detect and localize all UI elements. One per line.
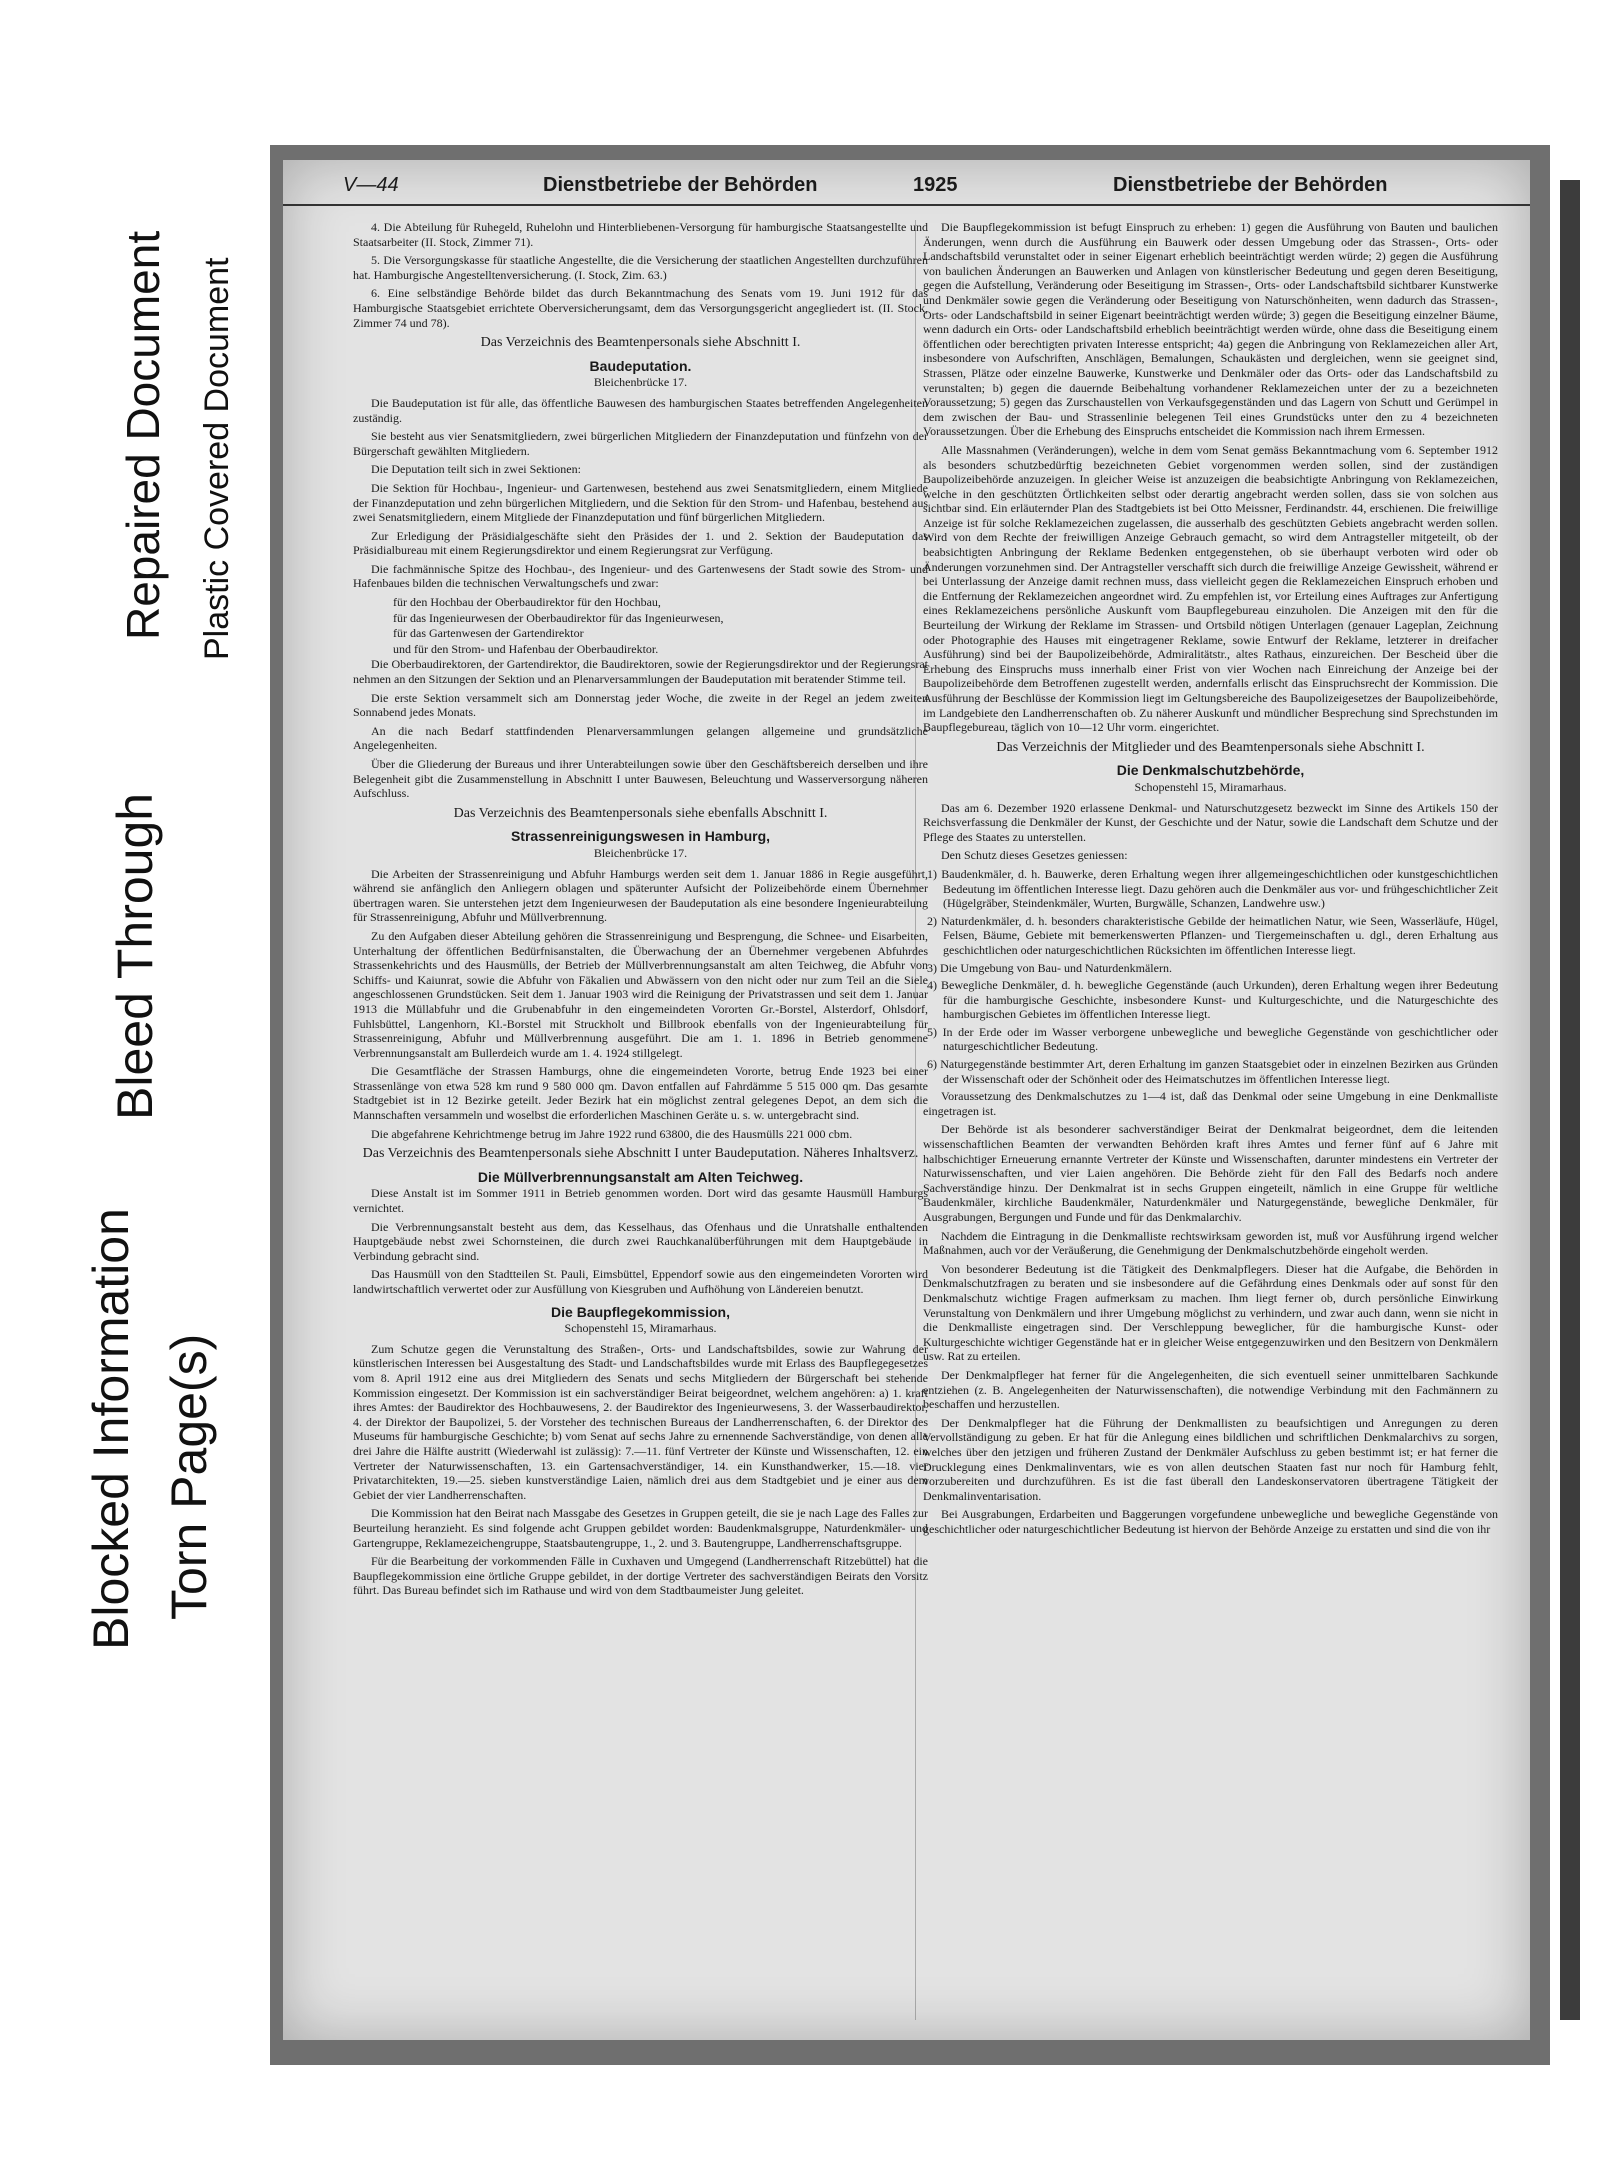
- paragraph: Bei Ausgrabungen, Erdarbeiten und Baggerungen vorgefundene unbewegliche und bewegliche Gegenstände von geschichtlicher oder naturgeschichtlicher Bedeutung ist hiervon der Behörde Anzeige zu erstatten und sind die von ihr: [923, 1507, 1498, 1536]
- list-item: 4) Bewegliche Denkmäler, d. h. bewegliche Gegenstände (auch Urkunden), deren Erhaltung wegen ihrer Bedeutung für die hamburgische Geschichte, insbesondere Kunst- und Kulturgeschichte, und die Naturgeschichte des hamburgischen Gebietes im öffentlichen Interesse liegt.: [927, 978, 1498, 1022]
- paragraph: Den Schutz dieses Gesetzes geniessen:: [941, 848, 1128, 863]
- paragraph: Der Behörde ist als besonderer sachverständiger Beirat der Denkmalrat beigeordnet, dem die leitenden wissenschaftlichen Beamten der verwandten Behörden kraft ihres Amtes und ferner fünf auf 6 Jahre mit halbschichtiger Erneuerung ernannte Vertreter der Künste und Wissenschaften, darunter mindestens ein Vertreter der Naturwissenschaften, und vier Laien angehören. Die Behörde zieht für den Fall des Bedarfs noch andere Sachverständige hinzu. Der Denkmalrat ist in sechs Gruppen eingeteilt, nämlich in eine Gruppe für weltliche Baudenkmäler, kirchliche Baudenkmäler, Naturdenkmäler und Naturgegenstände, bewegliche Denkmäler, für Ausgrabungen, Bergungen und Funde und für das Denkmalarchiv.: [923, 1122, 1498, 1224]
- paragraph: Über die Gliederung der Bureaus und ihrer Unterabteilungen sowie über den Geschäftsbereich derselben und ihre Belegenheit gibt die Zusammenstellung in Abschnitt I unter Bauwesen, Beleuchtung und Wasserversorgung näheren Aufschluss.: [353, 757, 928, 801]
- adjacent-page-edge: [1560, 180, 1580, 2020]
- reference-note: Das Verzeichnis des Beamtenpersonals siehe Abschnitt I.: [480, 335, 801, 351]
- paragraph: Die fachmännische Spitze des Hochbau-, des Ingenieur- und des Gartenwesens der Stadt sowie des Strom- und Hafenbaues bilden die technischen Verwaltungschefs und zwar:: [353, 561, 928, 591]
- paragraph: Das am 6. Dezember 1920 erlassene Denkmal- und Naturschutzgesetz bezweckt im Sinne des Artikels 150 der Reichsverfassung die Denkmäler der Kunst, der Geschichte und der Natur, sowie die Landschaft dem Schutze und der Pflege des Staates zu unterstellen.: [923, 800, 1498, 844]
- list-item: 2) Naturdenkmäler, d. h. besonders charakteristische Gebilde der heimatlichen Natur, wie Seen, Wasserläufe, Hügel, Felsen, Bäume, Gebiete mit bemerkenswerten Pflanzen- und Tiergemeinschaften u. dgl., deren Erhaltung aus geschichtlichen oder naturgeschichtlichen Rücksichten im öffentlichen Interesse liegt.: [927, 913, 1498, 957]
- paragraph: Der Denkmalpfleger hat die Führung der Denkmallisten zu beaufsichtigen und Anregungen zu deren Vervollständigung zu geben. Er hat für die Anlegung eines bildlichen und schriftlichen Denkmalarchivs zu sorgen, welches über den jetzigen und früheren Zustand der Denkmäler Aufschluss zu geben bestimmt ist; er hat ferner die Drucklegung eines Denkmalinventars, wie es von allen deutschen Staaten fast nur noch für Hamburg fehlt, vorzubereiten und durchzuführen. Es ist die fast überall den Landeskonservatoren übertragene Tätigkeit der Denkmalinventarisation.: [923, 1415, 1498, 1503]
- page-header: [283, 160, 1530, 206]
- paragraph: Die Oberbaudirektoren, der Gartendirektor, die Baudirektoren, sowie der Regierungsdirektor und der Regierungsrat nehmen an den Sitzungen der Sektion und an Plenarversammlungen der Baudeputation mit beratender Stimme teil.: [353, 657, 928, 687]
- paragraph: Zum Schutze gegen die Verunstaltung des Straßen-, Orts- und Landschaftsbildes, sowie zur Wahrung der künstlerischen Interessen bei Ausgestaltung des Stadt- und Landschaftsbildes wurde mit Erlass des Baupflegegesetzes vom 8. April 1912 eine aus drei Mitgliedern des Senats und sechs Mitgliedern der Bürgerschaft bei stehende Kommission eingesetzt. Der Kommission ist ein sachverständiger Beirat beigeordnet, welchem angehören: a) 1. kraft ihres Amtes: der Baudirektor des Hochbauwesens, 2. der Baudirektor des Ingenieurwesens, 3. der Wasserbaudirektor, 4. der Direktor der Baupolizei, 5. der Vorsteher des technischen Bureaus der Landherrenschaften, 6. der Direktor des Museums für hamburgische Geschichte; b) vom Senat auf sechs Jahre zu ernennende Sachverständige, von denen alle drei Jahre die Hälfte austritt (Wiederwahl ist zulässig): 7.—11. fünf Vertreter der Künste und Wissenschaften, 12. ein Vertreter der Naturwissenschaften, 13. ein Gartensachverständiger, 14. ein Kunsthandwerker, 15.—18. vier Privatarchitekten, 19.—25. sieben kunstverständige Laien, nämlich drei aus dem Stadtgebiet und je einer aus dem Gebiet der vier Landherrenschaften.: [353, 1341, 928, 1502]
- reference-note: Das Verzeichnis des Beamtenpersonals siehe Abschnitt I unter Baudeputation. Näheres Inhaltsverz.: [362, 1146, 919, 1162]
- section-heading: Strassenreinigungswesen in Hamburg,: [510, 828, 771, 845]
- paragraph: 5. Die Versorgungskasse für staatliche Angestellte, die die Versicherung der staatlichen Angestellten durchzuführen hat. Hamburgische Angestelltenversicherung. (I. Stock, Zim. 63.): [353, 253, 928, 282]
- paragraph: Die abgefahrene Kehrichtmenge betrug im Jahre 1922 rund 63800, die des Hausmülls 221 000 cbm.: [371, 1126, 853, 1141]
- paragraph: Von besonderer Bedeutung ist die Tätigkeit des Denkmalpflegers. Dieser hat die Aufgabe, die Behörden in Denkmalschutzfragen zu beraten und sie insbesondere auf die Gefährdung eines Denkmals oder auf sonst für den Denkmalschutz wichtige Fragen aufmerksam zu machen. Ihm liegt ferner ob, durch persönliche Einwirkung Verunstaltung von Denkmälern und ihrer Umgebung möglichst zu verhindern, und zwar auch dann, wenn sie nicht in die Denkmalliste eingetragen sind. Der Verschleppung beweglicher, für die hamburgische Kunst- oder Kulturgeschichte wichtiger Gegenstände hat er in gleicher Weise entgegenzuwirken und den Besitzern von Denkmälern usw. Rat zu erteilen.: [923, 1261, 1498, 1364]
- section-address: Bleichenbrücke 17.: [593, 845, 688, 860]
- label-bleed-through: Bleed Through: [107, 792, 163, 1120]
- reference-note: Das Verzeichnis der Mitglieder und des Beamtenpersonals siehe Abschnitt I.: [996, 739, 1425, 755]
- paragraph: Der Denkmalpfleger hat ferner für die Angelegenheiten, die sich eventuell seiner unmittelbaren Sachkunde entziehen (z. B. Angelegenheiten der Naturwissenschaften), die notwendige Verbindung mit den Fachmännern zu beschaffen und herzustellen.: [923, 1367, 1498, 1412]
- paragraph: Die Kommission hat den Beirat nach Massgabe des Gesetzes in Gruppen geteilt, die sie je nach Lage des Falles zur Beurteilung heranzieht. Es sind folgende acht Gruppen gebildet worden: Baudenkmalsgruppe, Naturdenkmäler- und Gartengruppe, Reklamezeichengruppe, Staatsbautengruppe, 1., 2. und 3. Bautengruppe, Landherrenschaftsgruppe.: [353, 1506, 928, 1550]
- paragraph: Die Baudeputation ist für alle, das öffentliche Bauwesen des hamburgischen Staates betreffenden Angelegenheiten zuständig.: [353, 395, 928, 425]
- paragraph: Die Sektion für Hochbau-, Ingenieur- und Gartenwesen, bestehend aus zwei Senatsmitgliedern, einem Mitgliede der Finanzdeputation und zehn bürgerlichen Mitgliedern, und die Sektion für den Strom- und Hafenbau, bestehend aus zwei Senatsmitgliedern, einem Mitgliede der Finanzdeputation und fünf bürgerlichen Mitgliedern.: [353, 480, 928, 525]
- paragraph: An die nach Bedarf stattfindenden Plenarversammlungen gelangen allgemeine und grundsätzliche Angelegenheiten.: [353, 723, 928, 753]
- paragraph: Diese Anstalt ist im Sommer 1911 in Betrieb genommen worden. Dort wird das gesamte Hausmüll Hamburgs vernichtet.: [353, 1186, 928, 1216]
- list-item: 6) Naturgegenstände bestimmter Art, deren Erhaltung im ganzen Staatsgebiet oder in einzelnen Bezirken aus Gründen der Wissenschaft oder der Schönheit oder des Heimatschutzes im öffentlichen Interesse liegt.: [927, 1057, 1498, 1086]
- reference-note: Das Verzeichnis des Beamtenpersonals siehe ebenfalls Abschnitt I.: [453, 805, 828, 821]
- document-page: [283, 160, 1530, 2040]
- list-item: 1) Baudenkmäler, d. h. Bauwerke, deren Erhaltung wegen ihrer allgemeingeschichtlichen oder kunstgeschichtlichen Bedeutung im öffentlichen Interesse liegt. Dazu gehören auch die Denkmäler aus vor- und frühgeschichtlicher Zeit (Hügelgräber, Steindenkmäler, Wurten, Burgwälle, Schanzen, Landwehre usw.): [927, 866, 1498, 911]
- section-heading: Die Baupflegekommission,: [551, 1303, 730, 1320]
- list-line: und für den Strom- und Hafenbau der Oberbaudirektor.: [393, 641, 659, 656]
- label-plastic-covered-document: Plastic Covered Document: [198, 257, 236, 660]
- label-blocked-information: Blocked Information: [83, 1208, 139, 1650]
- paragraph: Zur Erledigung der Präsidialgeschäfte sieht den Präsides der 1. und 2. Sektion der Baudeputation das Präsidialbureau mit einem Regierungsdirektor und einem Regierungsrat zur Verfügung.: [353, 528, 928, 558]
- paragraph: Die erste Sektion versammelt sich am Donnerstag jeder Woche, die zweite in der Regel an jedem zweiten Sonnabend jedes Monats.: [353, 690, 928, 720]
- label-torn-pages: Torn Page(s): [161, 1333, 217, 1620]
- paragraph: Sie besteht aus vier Senatsmitgliedern, zwei bürgerlichen Mitgliedern der Finanzdeputation und fünfzehn von der Bürgerschaft gewählten Mitgliedern.: [353, 429, 928, 458]
- section-heading: Die Müllverbrennungsanstalt am Alten Teichweg.: [477, 1168, 804, 1185]
- paragraph: Das Hausmüll von den Stadtteilen St. Pauli, Eimsbüttel, Eppendorf sowie aus den eingemeindeten Vororten wird landwirtschaftlich verwertet oder zur Ausfüllung von Kiesgruben und Aufhöhung von Ländereien benutzt.: [353, 1267, 928, 1296]
- label-repaired-document: Repaired Document: [117, 230, 169, 640]
- paragraph: Nachdem die Eintragung in die Denkmalliste rechtswirksam geworden ist, muß vor Ausführung irgend welcher Maßnahmen, auch vor der Veräußerung, die Genehmigung der Denkmalschutzbehörde eingeholt werden.: [923, 1228, 1498, 1258]
- page-number: V—44: [343, 174, 399, 196]
- paragraph: Für die Bearbeitung der vorkommenden Fälle in Cuxhaven und Umgegend (Landherrenschaft Ritzebüttel) hat die Baupflegekommission eine örtliche Gruppe gebildet, in der dortige Vertreter des sachverständigen Beirats den Vorsitz führt. Das Bureau befindet sich im Rathause und wird von dem Stadtbaumeister Jung geleitet.: [353, 1554, 928, 1598]
- list-line: für den Hochbau der Oberbaudirektor für den Hochbau,: [393, 595, 661, 610]
- list-item: 5) In der Erde oder im Wasser verborgene unbewegliche und bewegliche Gegenstände von geschichtlicher oder naturgeschichtlicher Bedeutung.: [927, 1024, 1498, 1054]
- list-item: 3) Die Umgebung von Bau- und Naturdenkmälern.: [927, 960, 1172, 975]
- list-line: für das Gartenwesen der Gartendirektor: [393, 626, 584, 641]
- right-column: [923, 220, 1498, 1540]
- paragraph: Die Verbrennungsanstalt besteht aus dem, das Kesselhaus, das Ofenhaus und die Unratshalle enthaltenden Hauptgebäude nebst zwei Schornsteinen, die durch zwei Rauchkanalüberführungen mit dem Hauptgebäude in Verbindung gebracht sind.: [353, 1219, 928, 1263]
- left-column: [353, 220, 928, 1602]
- list-line: für das Ingenieurwesen der Oberbaudirektor für das Ingenieurwesen,: [393, 610, 724, 625]
- paragraph: Die Gesamtfläche der Strassen Hamburgs, ohne die eingemeindeten Vororte, betrug Ende 1923 bei einer Strassenlänge von etwa 528 km rund 9 580 000 qm. Davon entfallen auf Fahrdämme 5 515 000 qm. Das gesamte Stadtgebiet ist in 12 Bezirke geteilt. Jeder Bezirk hat ein möglichst zentral gelegenes Depot, an dem sich die Mannschaften versammeln und woselbst die erforderlichen Maschinen Geräte u. s. w. untergebracht sind.: [353, 1064, 928, 1123]
- paragraph: 6. Eine selbständige Behörde bildet das durch Bekanntmachung des Senats vom 19. Juni 1912 für das Hamburgische Staatsgebiet errichtete Oberversicherungsamt, dem das Versorgungsgericht angegliedert ist. (II. Stock, Zimmer 74 und 78).: [353, 286, 928, 330]
- paragraph: Die Deputation teilt sich in zwei Sektionen:: [371, 462, 581, 477]
- paragraph: Zu den Aufgaben dieser Abteilung gehören die Strassenreinigung und Besprengung, die Schnee- und Eisarbeiten, Unterhaltung der öffentlichen Bedürfnisanstalten, die Überwachung der an Übernehmer vergebenen Abfuhrdes Strassenkehrichts und des Hausmülls, der Betrieb der Müllverbrennungsanstalt am alten Teichweg, die Abfuhr von Schiffs- und Kaiunrat, sowie die Abfuhr von Fäkalien und Abwässern von den nicht oder nur zum Teil an die Siele angeschlossenen Grundstücken. Seit dem 1. Januar 1903 wird die Reinigung der Privatstrassen und seit dem 1. Januar 1913 die Müllabfuhr und die Grubenabfuhr in den eingemeindeten Vororten Gr.-Borstel, Alsterdorf, Ohlsdorf, Fuhlsbüttel, Langenhorn, Kl.-Borstel mit Struckholt und Billbrook ebenfalls von der Ingenieurabteilung für Strassenreinigung, Abfuhr und Müllverbrennung ausgeführt. Die am 1. 1. 1896 in Betrieb genommene Verbrennungsanstalt am Bullerdeich wurde am 1. 4. 1924 stillgelegt.: [353, 928, 928, 1060]
- section-heading: Die Denkmalschutzbehörde,: [1116, 762, 1305, 779]
- paragraph: Voraussetzung des Denkmalschutzes zu 1—4 ist, daß das Denkmal oder seine Umgebung in eine Denkmalliste eingetragen ist.: [923, 1089, 1498, 1118]
- paragraph: Alle Massnahmen (Veränderungen), welche in dem vom Senat gemäss Bekanntmachung vom 6. September 1912 als besonders schutzbedürftig bezeichneten Gebiet vorgenommen werden sollen, sind der zuständigen Baupolizeibehörde anzuzeigen. In gleicher Weise ist anzuzeigen die beabsichtigte Anbringung von Reklamezeichen, welche in den geschützten Örtlichkeiten selbst oder derartig angebracht werden sollen, dass sie von solchen aus sichtbar sind. Ein erläuternder Plan des Stadtgebiets ist bei Otto Meissner, Ferdinandstr. 44, erschienen. Die freiwillige Anzeige ist für solche Reklamezeichen zugelassen, die ausserhalb des geschützten Gebiets angebracht werden sollen. Wird von dem Rechte der freiwilligen Anzeige Gebrauch gemacht, so wird dem Antragsteller mitgeteilt, ob der beabsichtigten Anbringung der Reklame Bedenken entgegenstehen, ob sie überhaupt verboten wird oder ob Änderungen vorzunehmen sind. Der Antragsteller verschafft sich durch die freiwillige Anzeige Gewissheit, während er bei Unterlassung der Anzeige damit rechnen muss, dass vielleicht gegen die Reklamezeichen Einspruch erhoben und die Entfernung der Reklamezeichen angeordnet wird. Zu empfehlen ist, vor Erteilung eines Auftrages zur Anfertigung eines Reklamezeichens persönliche Auskunft vom Baupflegebureau einzuholen. Die Anzeigen mit den für die Beurteilung der Wirkung der Reklame im Strassen- und Ortsbild nötigen Unterlagen (genauer Lageplan, Zeichnung oder Photographie des Hauses mit eingetragener Reklame, sowie Entwurf der Reklame, letzterer in dreifacher Ausführung) sind bei der Baupolizeibehörde, Admiralitätstr., altes Rathaus, einzureichen. Der Bescheid über die Erhebung des Einspruchs muss innerhalb einer Frist von vier Wochen nach Einreichung der Anzeige bei der Baupolizeibehörde dem Betroffenen zugestellt werden, andernfalls erlischt das Einspruchsrecht der Kommission. Die Ausführung der Beschlüsse der Kommission liegt im Geltungsbereiche des Baupolizeigesetzes der Baupolizeibehörde, im Landgebiete den Landherrenschaften ob. Zu näherer Auskunft und mündlicher Besprechung sind Sprechstunden im Baupflegebureau, täglich von 10—12 Uhr vorm. eingerichtet.: [923, 442, 1498, 735]
- paragraph: Die Baupflegekommission ist befugt Einspruch zu erheben: 1) gegen die Ausführung von Bauten und baulichen Änderungen, wenn durch die Ausführung ein Bauwerk oder dessen Umgebung oder das Strassen-, Orts- oder Landschaftsbild verunstaltet oder in seiner Eigenart erheblich beeinträchtigt werden würde; 2) gegen die Ausführung von baulichen Änderungen an Bauwerken und Anlagen von künstlerischer Bedeutung und gegen deren Beseitigung, gegen die Aufstellung, Veränderung oder Beseitigung im Strassen-, Orts- oder Landschaftsbild sichtbarer Kunstwerke und Denkmäler sowie gegen die Veränderung oder Beseitigung von Naturschönheiten, wenn dadurch das Strassen-, Orts- oder Landschaftsbild in seiner Eigenart beeinträchtigt werden würde; 3) gegen die Beseitigung einzelner Bäume, wenn dadurch ein Orts- oder Landschaftsbild erheblich beeinträchtigt werden würde, ohne dass die Beseitigung einem öffentlichen oder berechtigten privaten Interesse entspricht; 4a) gegen die Anbringung von Reklamezeichen aller Art, insbesondere von Aufschriften, Anschlägen, Bemalungen, Schaukästen und dergleichen, wenn sie geeignet sind, Strassen, Plätze oder einzelne Bauwerke, Kunstwerke und Denkmäler oder das Orts- oder das Landschaftsbild zu verunstalten; b) gegen die dauernde Beibehaltung vorhandener Reklamezeichen unter der zu a bezeichneten Voraussetzung; 5) gegen das Zurschaustellen von Verkaufsgegenständen und das Lagern von Schutt und Gerümpel in dem zwischen der Bau- und Strassenlinie belegenen Teil eines Grundstücks unter den zu 4 bezeichneten Voraussetzungen. Über die Erhebung des Einspruchs entscheidet die Kommission nach ihrem Ermessen.: [923, 220, 1498, 439]
- section-address: Bleichenbrücke 17.: [593, 375, 688, 390]
- paragraph: 4. Die Abteilung für Ruhegeld, Ruhelohn und Hinterbliebenen-Versorgung für hamburgische Staatsangestellte und Staatsarbeiter (II. Stock, Zimmer 71).: [353, 220, 928, 249]
- section-address: Schopenstehl 15, Miramarhaus.: [1134, 779, 1287, 794]
- header-year: 1925: [913, 174, 958, 196]
- section-address: Schopenstehl 15, Miramarhaus.: [564, 1321, 717, 1336]
- section-heading: Baudeputation.: [589, 357, 692, 374]
- paragraph: Die Arbeiten der Strassenreinigung und Abfuhr Hamburgs werden seit dem 1. Januar 1886 in Regie ausgeführt, während sie anfänglich den Anliegern oblagen und späterunter Aufsicht der Polizeibehörde einem Übernehmer übertragen waren. Sie unterstehen jetzt dem Ingenieurwesen der Baudeputation als eine besondere Ingenieurabteilung für Strassenreinigung, Abfuhr und Müllverbrennung.: [353, 866, 928, 925]
- header-right-title: Dienstbetriebe der Behörden: [1113, 174, 1388, 196]
- header-left-title: Dienstbetriebe der Behörden: [543, 174, 818, 196]
